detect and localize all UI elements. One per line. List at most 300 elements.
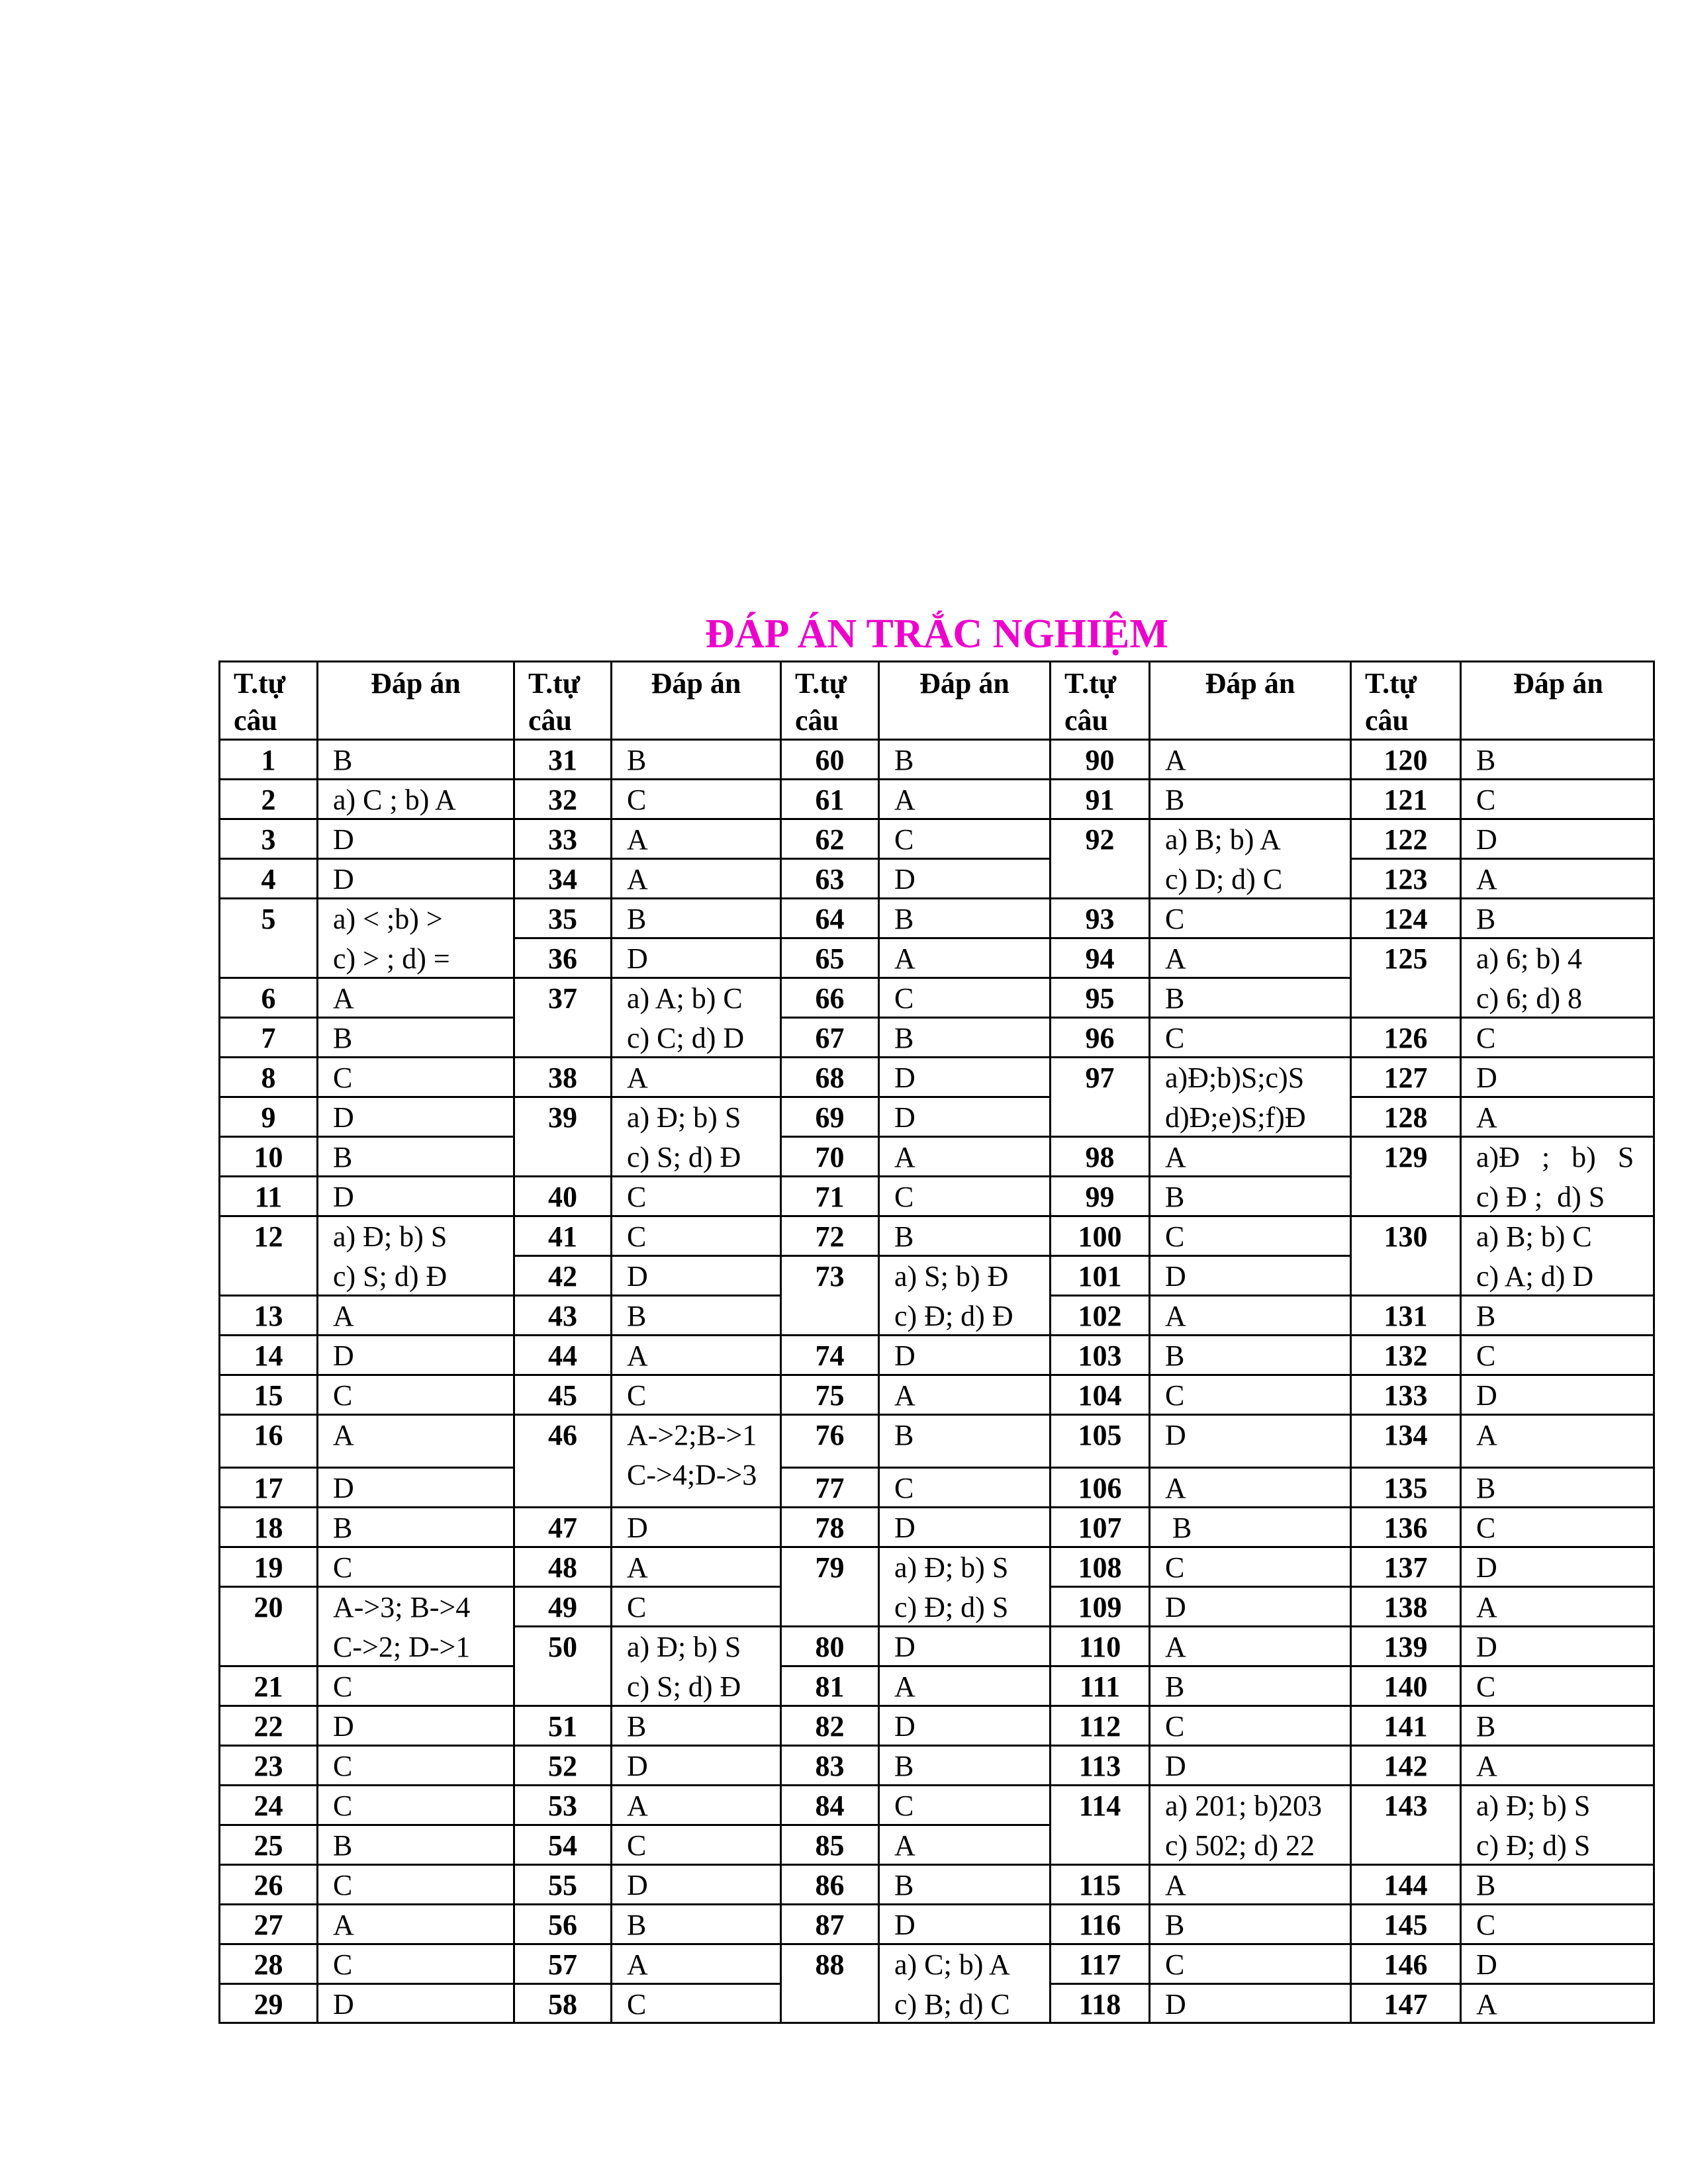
question-number: 83 [780,1745,878,1784]
answer-cell [316,1056,513,1096]
question-number: 143 [1350,1784,1460,1864]
answer-cell [316,1983,513,2024]
answer-cell [1149,1017,1350,1056]
question-number: 1 [218,739,316,778]
answer-text: B [627,1300,647,1332]
answer-cell [878,1625,1049,1665]
answer-text: D [333,1101,354,1134]
answer-cell [1460,1784,1655,1864]
answer-cell [1149,897,1350,937]
question-number: 56 [513,1903,610,1943]
question-number: 25 [218,1824,316,1864]
question-number: 29 [218,1983,316,2024]
answer-text: A [1165,744,1186,776]
question-number: 134 [1350,1414,1460,1467]
answer-cell [878,778,1049,818]
answer-cell [1149,739,1350,778]
answer-cell [1460,1665,1655,1705]
answer-cell [610,1824,780,1864]
answer-cell [1460,1136,1655,1215]
header-question-number [780,660,878,739]
answer-text: B [333,1512,353,1544]
answer-cell [316,1745,513,1784]
question-number: 86 [780,1864,878,1903]
answer-cell [610,1705,780,1745]
header-question-number [513,660,610,739]
answer-cell [878,1903,1049,1943]
answer-text: D [627,1869,648,1901]
answer-cell [610,1374,780,1414]
answer-text: C [627,784,647,816]
answer-text: D [894,863,915,895]
answer-cell [316,1546,513,1586]
question-number: 103 [1049,1334,1149,1374]
answer-cell [1149,818,1350,897]
question-number: 36 [513,937,610,977]
question-number: 8 [218,1056,316,1096]
answer-text: B [1476,1472,1496,1504]
question-number: 64 [780,897,878,937]
question-number: 39 [513,1096,610,1175]
answer-cell [1149,1215,1350,1255]
question-number: 37 [513,977,610,1056]
answer-text: D [1165,1988,1186,2021]
answer-text: a)Đ;b)S;c)S [1165,1062,1305,1094]
answer-cell [316,858,513,897]
answer-text: B [894,1220,914,1253]
answer-text: B [1165,1340,1185,1372]
question-number: 108 [1049,1546,1149,1586]
answer-cell [610,1334,780,1374]
answer-text: c) S; d) Đ [627,1141,741,1173]
answer-text: B [627,1909,647,1941]
answer-text: A [627,1551,648,1584]
answer-cell [878,1506,1049,1546]
question-number: 10 [218,1136,316,1175]
answer-text: A [1165,1631,1186,1663]
answer-text: C [894,982,914,1015]
answer-text: A [333,1300,354,1332]
answer-cell [316,1943,513,1983]
question-number: 141 [1350,1705,1460,1745]
answer-text: C [1165,1022,1185,1054]
answer-text: A [894,1829,915,1862]
answer-cell [316,1295,513,1334]
answer-text: c) D; d) C [1165,863,1283,895]
answer-text: C [1165,1551,1185,1584]
question-number: 95 [1049,977,1149,1017]
question-number: 70 [780,1136,878,1175]
answer-text: B [333,744,353,776]
answer-cell [1460,1864,1655,1903]
answer-cell [878,1665,1049,1705]
answer-text: C->2; D->1 [333,1631,471,1663]
answer-text: A [1165,1141,1186,1173]
question-number: 24 [218,1784,316,1824]
answer-text: A [627,1790,648,1822]
question-number: 113 [1049,1745,1149,1784]
answer-table [218,660,1655,2024]
answer-text: c) Đ; d) Đ [894,1300,1013,1332]
answer-text: c) 502; d) 22 [1165,1829,1315,1862]
question-number: 97 [1049,1056,1149,1136]
question-number: 6 [218,977,316,1017]
answer-text: D [627,1260,648,1293]
answer-text: C [1165,1710,1185,1743]
question-number: 13 [218,1295,316,1334]
question-number: 9 [218,1096,316,1136]
answer-cell [1460,1745,1655,1784]
answer-text: a) Đ; b) S [1476,1790,1591,1822]
answer-text: a) S; b) Đ [894,1260,1009,1293]
answer-cell [878,1784,1049,1824]
answer-text: B [333,1141,353,1173]
answer-text: D [1476,823,1497,856]
answer-cell [1149,1467,1350,1506]
answer-cell [878,1546,1049,1625]
question-number: 16 [218,1414,316,1467]
answer-cell [610,858,780,897]
question-number: 79 [780,1546,878,1625]
question-number: 91 [1049,778,1149,818]
page-title: ĐÁP ÁN TRẮC NGHIỆM [705,612,1168,657]
question-number: 52 [513,1745,610,1784]
answer-cell [610,977,780,1056]
question-number: 111 [1049,1665,1149,1705]
answer-text: D [894,1062,915,1094]
answer-cell [1149,1943,1350,1983]
answer-text: A [1476,1750,1497,1782]
answer-text: D [1476,1062,1497,1094]
header-question-number [1350,660,1460,739]
question-number: 4 [218,858,316,897]
answer-text: c) Đ ; d) S [1476,1181,1605,1213]
answer-text: D [1476,1551,1497,1584]
answer-text: B [1476,1869,1496,1901]
question-number: 15 [218,1374,316,1414]
question-number: 46 [513,1414,610,1506]
answer-text: c) S; d) Đ [333,1260,447,1293]
header-number-line: câu [1064,704,1108,737]
answer-cell [610,1546,780,1586]
question-number: 106 [1049,1467,1149,1506]
answer-text: c) > ; d) = [333,942,450,975]
question-number: 88 [780,1943,878,2024]
answer-cell [878,977,1049,1017]
question-number: 98 [1049,1136,1149,1175]
question-number: 5 [218,897,316,977]
answer-cell [316,1414,513,1467]
question-number: 84 [780,1784,878,1824]
answer-cell [1149,1903,1350,1943]
answer-cell [316,1705,513,1745]
answer-cell [878,1017,1049,1056]
answer-cell [1460,1017,1655,1056]
question-number: 135 [1350,1467,1460,1506]
question-number: 12 [218,1215,316,1295]
answer-cell [610,1983,780,2024]
question-number: 69 [780,1096,878,1136]
answer-cell [1149,1784,1350,1864]
header-answer: Đáp án [878,660,1049,739]
answer-cell [1149,1295,1350,1334]
question-number: 27 [218,1903,316,1943]
answer-text: B [1476,903,1496,935]
answer-text: A [894,1379,915,1412]
answer-text: C [1165,1379,1185,1412]
question-number: 125 [1350,937,1460,1017]
answer-text: B [627,903,647,935]
answer-text: A [1476,1591,1497,1623]
question-number: 146 [1350,1943,1460,1983]
answer-cell [878,1374,1049,1414]
question-number: 35 [513,897,610,937]
answer-cell [1460,1374,1655,1414]
answer-text: D [333,1710,354,1743]
answer-cell [316,1665,513,1705]
answer-cell [610,1056,780,1096]
answer-cell [1149,1864,1350,1903]
question-number: 127 [1350,1056,1460,1096]
question-number: 3 [218,818,316,858]
answer-text: a) C ; b) A [333,784,456,816]
answer-cell [878,818,1049,858]
question-number: 75 [780,1374,878,1414]
answer-cell [878,1056,1049,1096]
question-number: 145 [1350,1903,1460,1943]
answer-text: A [1476,863,1497,895]
answer-cell [316,1215,513,1295]
answer-text: A [1476,1988,1497,2021]
question-number: 138 [1350,1586,1460,1625]
question-number: 137 [1350,1546,1460,1586]
answer-text: C->4;D->3 [627,1459,757,1491]
answer-text: a) A; b) C [627,982,743,1015]
question-number: 116 [1049,1903,1149,1943]
answer-cell [610,1625,780,1705]
answer-cell [1460,1414,1655,1467]
answer-cell [316,1136,513,1175]
question-number: 147 [1350,1983,1460,2024]
question-number: 87 [780,1903,878,1943]
answer-text: c) C; d) D [627,1022,745,1054]
question-number: 114 [1049,1784,1149,1864]
question-number: 122 [1350,818,1460,858]
question-number: 65 [780,937,878,977]
question-number: 68 [780,1056,878,1096]
answer-cell [878,1334,1049,1374]
question-number: 92 [1049,818,1149,897]
question-number: 31 [513,739,610,778]
header-answer: Đáp án [1460,660,1655,739]
answer-text: a) C; b) A [894,1948,1010,1981]
answer-text: D [1165,1419,1186,1451]
question-number: 120 [1350,739,1460,778]
answer-text: C [1165,1948,1185,1981]
answer-text: C [627,1591,647,1623]
question-number: 41 [513,1215,610,1255]
answer-text: B [894,903,914,935]
answer-text: A [627,1340,648,1372]
question-number: 14 [218,1334,316,1374]
answer-text: B [894,1022,914,1054]
answer-text: A [627,823,648,856]
question-number: 136 [1350,1506,1460,1546]
answer-text: D [1476,1948,1497,1981]
answer-cell [1149,937,1350,977]
question-number: 121 [1350,778,1460,818]
answer-cell [1460,1586,1655,1625]
answer-text: C [333,1062,353,1094]
header-number-line: câu [528,704,572,737]
question-number: 128 [1350,1096,1460,1136]
question-number: 105 [1049,1414,1149,1467]
answer-text: A [333,1419,354,1451]
answer-cell [610,818,780,858]
answer-cell [610,1784,780,1824]
answer-cell [1460,1506,1655,1546]
header-number-line: T.tự [1064,667,1117,700]
answer-text: a) B; b) A [1165,823,1281,856]
question-number: 58 [513,1983,610,2024]
answer-text: A [1165,1869,1186,1901]
question-number: 11 [218,1175,316,1215]
question-number: 22 [218,1705,316,1745]
answer-cell [1149,1705,1350,1745]
answer-cell [1460,1546,1655,1586]
answer-text: a) Đ; b) S [627,1101,741,1134]
question-number: 118 [1049,1983,1149,2024]
answer-cell [878,1215,1049,1255]
header-number-line: câu [1365,704,1409,737]
answer-cell [316,1096,513,1136]
answer-cell [878,1255,1049,1334]
question-number: 20 [218,1586,316,1665]
answer-text: c) 6; d) 8 [1476,982,1583,1015]
question-number: 74 [780,1334,878,1374]
answer-text: C [333,1869,353,1901]
answer-text: C [627,1829,647,1862]
answer-text: C [1476,1022,1496,1054]
answer-text: c) B; d) C [894,1988,1010,2021]
answer-cell [1149,1056,1350,1136]
question-number: 115 [1049,1864,1149,1903]
answer-text: A [1165,942,1186,975]
question-number: 55 [513,1864,610,1903]
question-number: 53 [513,1784,610,1824]
answer-text: C [894,823,914,856]
question-number: 101 [1049,1255,1149,1295]
answer-cell [878,739,1049,778]
answer-text: C [1476,1340,1496,1372]
answer-text: A [333,982,354,1015]
question-number: 100 [1049,1215,1149,1255]
answer-text: C [1476,784,1496,816]
answer-cell [878,1096,1049,1136]
answer-text: a) B; b) C [1476,1220,1592,1253]
table-border [1653,660,1655,2024]
answer-text: B [894,744,914,776]
answer-cell [878,1864,1049,1903]
question-number: 112 [1049,1705,1149,1745]
question-number: 139 [1350,1625,1460,1665]
answer-text: A [333,1909,354,1941]
answer-text: A [894,942,915,975]
answer-text: D [627,1750,648,1782]
answer-cell [1460,1903,1655,1943]
answer-cell [1460,937,1655,1017]
question-number: 26 [218,1864,316,1903]
question-number: 131 [1350,1295,1460,1334]
answer-text: B [1165,1909,1185,1941]
answer-cell [316,1864,513,1903]
answer-text: D [1476,1631,1497,1663]
question-number: 54 [513,1824,610,1864]
header-number-line: T.tự [795,667,847,700]
answer-cell [610,897,780,937]
answer-text: C [627,1379,647,1412]
answer-cell [1460,858,1655,897]
answer-cell [610,1295,780,1334]
answer-text: c) Đ; d) S [1476,1829,1591,1862]
answer-cell [1149,1586,1350,1625]
question-number: 80 [780,1625,878,1665]
answer-text: D [1165,1260,1186,1293]
answer-cell [1460,778,1655,818]
answer-text: B [1165,1670,1185,1703]
question-number: 99 [1049,1175,1149,1215]
answer-text: C [333,1379,353,1412]
answer-text: D [1476,1379,1497,1412]
answer-text: A [1476,1101,1497,1134]
question-number: 51 [513,1705,610,1745]
question-number: 21 [218,1665,316,1705]
answer-text: a) Đ; b) S [894,1551,1009,1584]
question-number: 33 [513,818,610,858]
answer-text: B [1476,744,1496,776]
answer-cell [316,739,513,778]
answer-cell [1149,1136,1350,1175]
question-number: 140 [1350,1665,1460,1705]
question-number: 129 [1350,1136,1460,1215]
question-number: 28 [218,1943,316,1983]
answer-cell [316,778,513,818]
answer-text: a)Đ ; b) S [1476,1141,1634,1173]
answer-text: c) S; d) Đ [627,1670,741,1703]
answer-cell [610,1943,780,1983]
answer-text: D [894,1340,915,1372]
answer-text: D [333,823,354,856]
question-number: 57 [513,1943,610,1983]
answer-text: D [627,942,648,975]
answer-cell [1149,1745,1350,1784]
header-number-line: câu [795,704,839,737]
answer-cell [316,1374,513,1414]
answer-cell [1149,977,1350,1017]
question-number: 94 [1049,937,1149,977]
answer-cell [1460,1983,1655,2024]
answer-cell [610,1414,780,1506]
header-question-number [218,660,316,739]
answer-text: D [333,1181,354,1213]
answer-cell [878,937,1049,977]
answer-cell [1149,1625,1350,1665]
header-answer: Đáp án [316,660,513,739]
answer-cell [316,1784,513,1824]
question-number: 43 [513,1295,610,1334]
question-number: 62 [780,818,878,858]
answer-text: D [333,863,354,895]
